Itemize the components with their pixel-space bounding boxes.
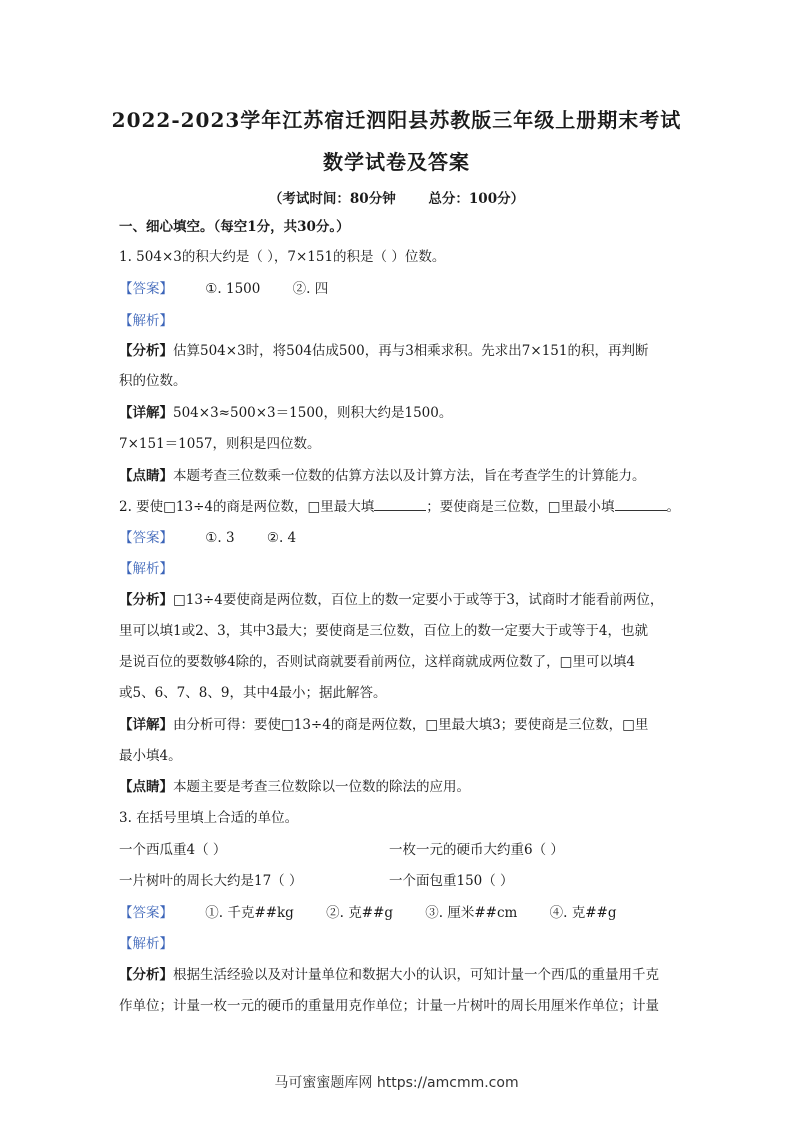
q1-dianjing-text: 本题考查三位数乘一位数的估算方法以及计算方法，旨在考查学生的计算能力。 [173,468,646,484]
q2-blank-2 [615,498,667,511]
fenxi-tag: 【分析】 [119,967,173,983]
q1-fenxi-text: 估算504×3时，将504估成500，再与3相乘求积。先求出7×151的积，再判断 [173,343,649,359]
q2-dianjing [119,777,470,797]
q2-xiangjie [119,715,648,735]
answer-tag: 【答案】 [119,905,173,921]
q1-xiangjie-text: 504×3≈500×3＝1500，则积大约是1500。 [173,405,453,421]
q2-answer-2: ②. 4 [266,530,297,546]
q2-xiangjie-text: 由分析可得：要使□13÷4的商是两位数，□里最大填3；要使商是三位数，□里 [173,717,649,733]
q3-answer-2: ②. 克##g [326,905,393,921]
q3-item-1: 一个西瓜重4（ ） [119,842,227,858]
q2-stem [119,497,680,517]
answer-tag: 【答案】 [119,530,173,546]
q1-answer-1: ①. 1500 [205,281,261,297]
q2-stem-a: 2. 要使□13÷4的商是两位数，□里最大填 [119,499,375,515]
exam-total: 总分：100分） [428,191,525,207]
dianjing-tag: 【点睛】 [119,779,173,795]
q2-dianjing-text: 本题主要是考查三位数除以一位数的除法的应用。 [173,779,470,795]
q2-fenxi-cont-3: 或5、6、7、8、9，其中4最小；据此解答。 [119,685,387,701]
q1-answer [119,279,328,299]
q3-item-3: 一片树叶的周长大约是17（ ） [119,873,303,889]
q3-answer-1: ①. 千克##kg [205,905,294,921]
q3-answer-4: ④. 克##g [549,905,617,921]
q3-item-2: 一枚一元的硬币大约重6（ ） [389,842,564,858]
xiangjie-tag: 【详解】 [119,717,173,733]
page-title: 2022-2023学年江苏宿迁泗阳县苏教版三年级上册期末考试 [111,108,682,132]
q2-answer [119,528,296,548]
q3-fenxi [119,965,659,985]
q1-stem: 1. 504×3的积大约是（ ），7×151的积是（ ）位数。 [119,249,446,265]
q3-answer [119,903,617,923]
q1-xiangjie-cont: 7×151＝1057，则积是四位数。 [119,436,321,452]
q3-item-4: 一个面包重150（ ） [389,873,514,889]
section-heading: 一、细心填空。（每空1分，共30分。） [119,219,350,235]
q3-answer-3: ③. 厘米##cm [425,905,518,921]
exam-info [0,187,793,207]
q1-fenxi [119,341,648,361]
q1-fenxi-cont: 积的位数。 [119,373,187,389]
q1-xiangjie [119,403,452,423]
q2-fenxi [119,590,663,610]
q3-fenxi-cont: 作单位；计量一枚一元的硬币的重量用克作单位；计量一片树叶的周长用厘米作单位；计量 [119,998,659,1014]
fenxi-tag: 【分析】 [119,343,173,359]
q3-jiexi-tag: 【解析】 [119,936,173,952]
footer-watermark: 马可蜜蜜题库网 https://amcmm.com [274,1075,519,1091]
q3-stem: 3. 在括号里填上合适的单位。 [119,810,299,826]
dianjing-tag: 【点睛】 [119,468,173,484]
q2-answer-1: ①. 3 [205,530,235,546]
answer-tag: 【答案】 [119,281,173,297]
fenxi-tag: 【分析】 [119,592,173,608]
q2-fenxi-text: □13÷4要使商是两位数，百位上的数一定要小于或等于3，试商时才能看前两位， [173,592,664,608]
q2-fenxi-cont-1: 里可以填1或2、3，其中3最大；要使商是三位数，百位上的数一定要大于或等于4，也就 [119,623,648,639]
q1-dianjing [119,466,646,486]
q1-jiexi-tag: 【解析】 [119,313,173,329]
q2-fenxi-cont-2: 是说百位的要数够4除的，否则试商就要看前两位，这样商就成两位数了，□里可以填4 [119,654,635,670]
q3-fenxi-text: 根据生活经验以及对计量单位和数据大小的认识，可知计量一个西瓜的重量用千克 [173,967,659,983]
q2-stem-c: 。 [666,499,681,515]
xiangjie-tag: 【详解】 [119,405,173,421]
exam-time: （考试时间：80分钟 [268,191,396,207]
q2-stem-b: ；要使商是三位数，□里最小填 [426,499,615,515]
q1-answer-2: ②. 四 [292,281,329,297]
q2-jiexi-tag: 【解析】 [119,561,173,577]
q2-blank-1 [374,498,426,511]
q2-xiangjie-cont: 最小填4。 [119,748,182,764]
page-title-line2: 数学试卷及答案 [323,150,470,174]
